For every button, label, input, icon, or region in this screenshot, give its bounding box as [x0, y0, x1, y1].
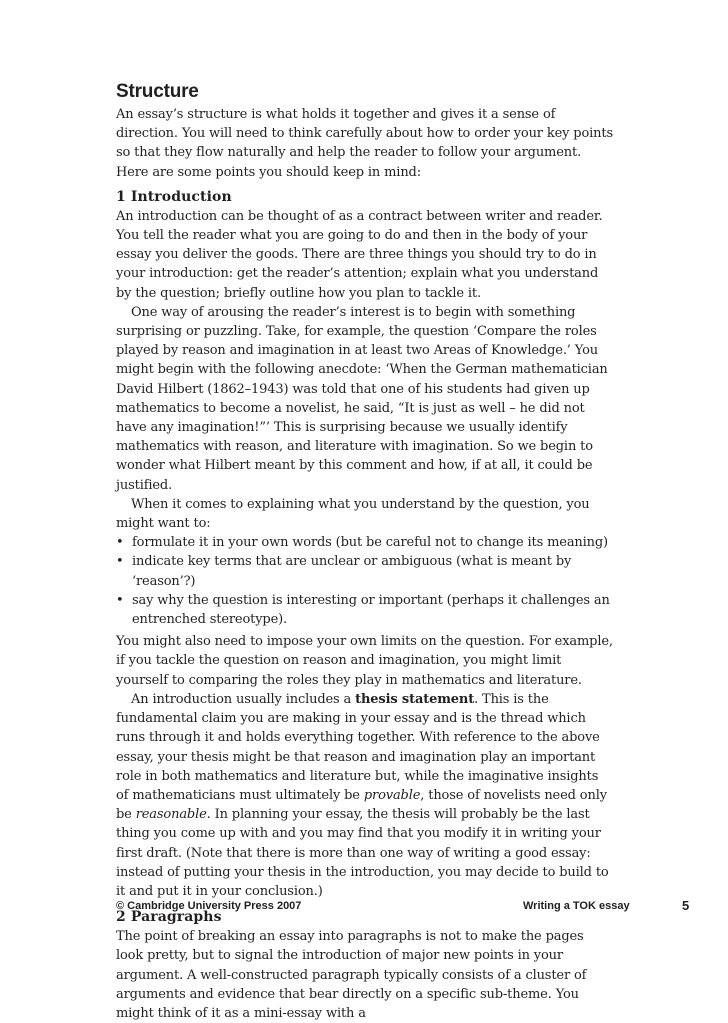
thesis-statement-term: thesis statement	[355, 691, 475, 707]
text-run: . In planning your essay, the thesis will probably be the last thing you come up with and you may find that you modify it in writing your first draft. (Note that there is more than one way of writing a good essay: instead of putting your thesis in the introduction, you may decide to build to it and put it in your conclusion.)	[116, 807, 609, 899]
list-item	[116, 533, 613, 552]
list-item	[116, 552, 613, 590]
page-number: 5	[682, 898, 690, 913]
list-item	[116, 591, 613, 629]
introduction-paragraph-2: One way of arousing the reader’s interest is to begin with something surprising or puzzling. Take, for example, the question ‘Compare the roles played by reason and imagination in at least two Areas of Knowledge.’ You might begin with the following anecdote: ‘When the German mathematician David Hilbert (1862–1943) was told that one of his students had given up mathematics to become a novelist, he said, “It is just as well – he did not have any imagination!”’ This is surprising because we usually identify mathematics with reason, and literature with imagination. So we begin to wonder what Hilbert meant by this comment and how, if at all, it could be justified.	[116, 304, 608, 493]
page-footer	[116, 896, 692, 916]
structure-intro-paragraph: An essay’s structure is what holds it together and gives it a sense of direction. You will need to think carefully about how to order your key points so that they flow naturally and help the reader to follow your argument. Here are some points you should keep in mind:	[116, 107, 613, 180]
text-run: , those of novelists need only be	[116, 787, 607, 823]
emphasis-provable: provable	[363, 787, 421, 803]
page-body	[116, 80, 613, 1023]
running-book-title: Writing a TOK essay	[523, 900, 630, 912]
introduction-paragraph-3: When it comes to explaining what you understand by the question, you might want to:	[116, 496, 590, 532]
section-title: Structure	[116, 81, 199, 102]
introduction-paragraph-4: You might also need to impose your own limits on the question. For example, if you tackle the question on reason and imagination, you might limit yourself to comparing the roles they play in mathematics and literature.	[116, 634, 613, 688]
introduction-paragraph-1: An introduction can be thought of as a contract between writer and reader. You tell the reader what you are going to do and then in the body of your essay you deliver the goods. There are three things you should try to do in your introduction: get the reader’s attention; explain what you understand by the question; briefly outline how you plan to tackle it.	[116, 208, 603, 301]
text-run: An introduction usually includes a	[131, 691, 356, 707]
list-item-text: formulate it in your own words (but be careful not to change its meaning)	[132, 535, 608, 551]
bullet-icon: •	[116, 535, 124, 551]
introduction-heading: 1 Introduction	[116, 188, 232, 205]
paragraphs-heading: 2 Paragraphs	[116, 909, 222, 926]
list-item-text: indicate key terms that are unclear or ambiguous (what is meant by ‘reason’?)	[132, 554, 572, 589]
bullet-icon: •	[116, 592, 124, 608]
introduction-paragraph-5	[116, 690, 613, 901]
emphasis-reasonable: reasonable	[135, 807, 207, 823]
list-item-text: say why the question is interesting or important (perhaps it challenges an entrenched stereotype).	[132, 592, 610, 628]
paragraphs-paragraph-1: The point of breaking an essay into paragraphs is not to make the pages look pretty, but to signal the introduction of major new points in your argument. A well-constructed paragraph typically consists of a cluster of arguments and evidence that bear directly on a specific sub-theme. You might think of it as a mini-essay with a	[116, 929, 587, 1021]
bullet-icon: •	[116, 554, 124, 570]
text-run: . This is the fundamental claim you are making in your essay and is the thread which runs through it and holds everything together. With reference to the above essay, your thesis might be that reason and imagination play an important role in both mathematics and literature but, while the imaginative insights of mathematicians must ultimately be	[116, 691, 600, 803]
copyright-notice: © Cambridge University Press 2007	[116, 900, 302, 912]
question-points-list	[116, 533, 613, 629]
